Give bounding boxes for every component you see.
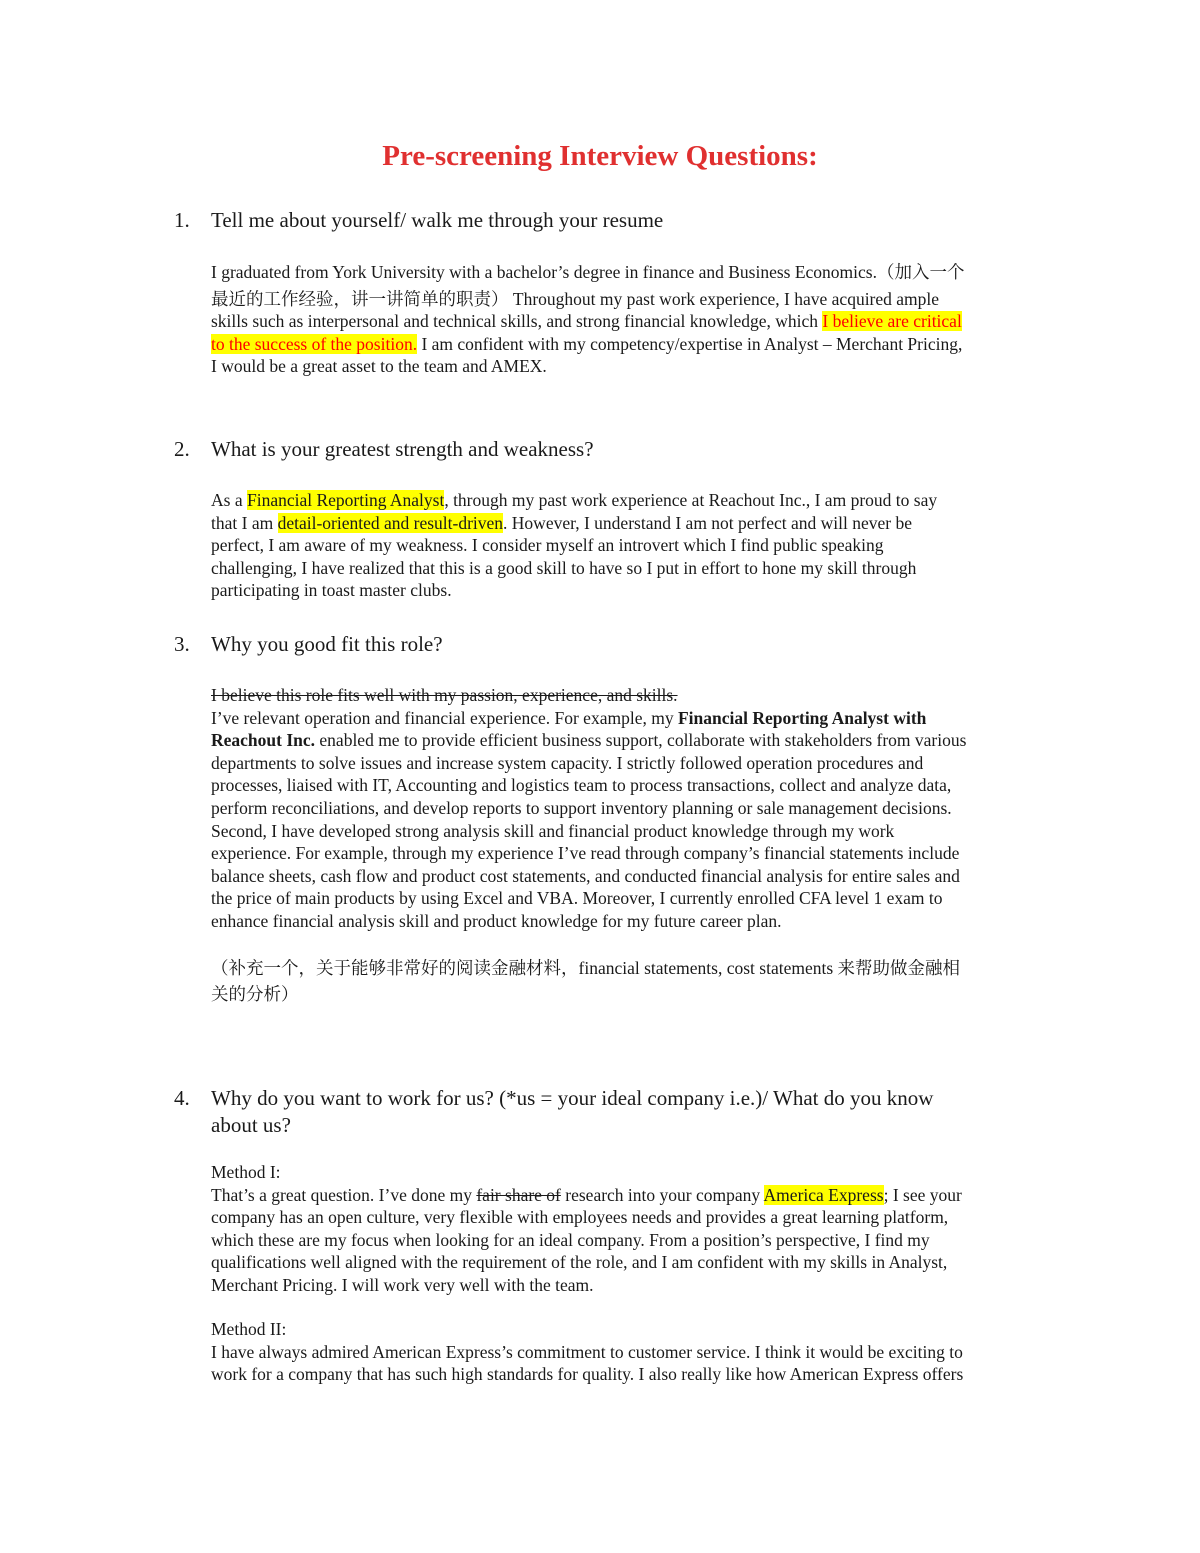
answer-line: balance sheets, cash flow and product cost statements, and conducted financial analysis for entire sales and — [211, 865, 960, 886]
answer-text: ; I see your — [883, 1184, 962, 1205]
answer-line: I would be a great asset to the team and AMEX. — [211, 356, 547, 377]
chinese-note-line: 关的分析） — [211, 984, 299, 1005]
question-number: 3. — [174, 632, 190, 656]
struck-text: fair share of — [476, 1184, 561, 1205]
answer-4-method-2 — [211, 1318, 1061, 1386]
highlighted-text: Financial Reporting Analyst — [246, 490, 445, 510]
answer-2 — [211, 489, 1061, 602]
question-3 — [174, 631, 1054, 658]
question-number: 2. — [174, 437, 190, 461]
answer-text: , through my past work experience at Reachout Inc., I am proud to say — [444, 490, 938, 510]
highlighted-text: America Express — [763, 1184, 884, 1205]
page-title: Pre-screening Interview Questions: — [382, 140, 818, 172]
answer-line — [211, 707, 1061, 730]
bold-text: Reachout Inc. — [211, 730, 316, 751]
answer-line: qualifications well aligned with the requirement of the role, and I am confident with my skills in Analyst, — [211, 1252, 948, 1273]
highlighted-text: detail-oriented and result-driven — [277, 512, 504, 533]
answer-text: enabled me to provide efficient business support, collaborate with stakeholders from various — [315, 730, 967, 751]
question-text-line: about us? — [211, 1113, 291, 1137]
answer-text: I’ve relevant operation and financial experience. For example, my — [211, 707, 678, 728]
question-2 — [174, 436, 1054, 463]
answer-1 — [211, 261, 1061, 378]
answer-line: I graduated from York University with a bachelor’s degree in finance and Business Economics.（加入一个 — [211, 262, 965, 282]
answer-line: Merchant Pricing. I will work very well with the team. — [211, 1274, 594, 1295]
answer-line: perform reconciliations, and develop reports to support inventory planning or sale management decisions. — [211, 797, 952, 818]
method-label: Method I: — [211, 1162, 281, 1182]
answer-line — [211, 310, 1061, 333]
answer-line: work for a company that has such high standards for quality. I also really like how American Express offers — [211, 1364, 964, 1385]
answer-text: that I am — [211, 512, 278, 533]
answer-line: processes, liaised with IT, Accounting and logistics team to process transactions, collect and analyze data, — [211, 775, 952, 796]
answer-line: company has an open culture, very flexible with employees needs and provides a great learning platform, — [211, 1207, 949, 1228]
answer-line — [211, 333, 1061, 356]
highlighted-text: to the success of the position. — [211, 333, 418, 354]
answer-line: which these are my focus when looking for an ideal company. From a position’s perspective, I find my — [211, 1229, 930, 1250]
answer-4-method-1 — [211, 1161, 1061, 1297]
answer-line: the price of main products by using Excel and VBA. Moreover, I currently enrolled CFA level 1 exam to — [211, 888, 943, 909]
question-4 — [174, 1085, 1054, 1139]
answer-line — [211, 1184, 1061, 1207]
highlighted-text: I believe are critical — [822, 311, 962, 332]
question-1 — [174, 207, 1054, 234]
answer-line: departments to solve issues and increase system capacity. I strictly followed operation procedures and — [211, 752, 924, 773]
struck-text: I believe this role fits well with my passion, experience, and skills. — [211, 685, 678, 705]
question-text: Tell me about yourself/ walk me through your resume — [211, 208, 664, 232]
answer-text: research into your company — [560, 1184, 764, 1205]
answer-text: I am confident with my competency/expertise in Analyst – Merchant Pricing, — [417, 333, 963, 354]
chinese-note-line: （补充一个，关于能够非常好的阅读金融材料，financial statements, cost statements 来帮助做金融相 — [211, 957, 961, 978]
question-number: 1. — [174, 208, 190, 232]
answer-3 — [211, 684, 1061, 1006]
answer-text: . However, I understand I am not perfect and will never be — [503, 512, 912, 533]
answer-line: Second, I have developed strong analysis skill and financial product knowledge through my work — [211, 820, 895, 841]
answer-text: skills such as interpersonal and technical skills, and strong financial knowledge, which — [211, 311, 819, 332]
question-text: What is your greatest strength and weakness? — [211, 437, 594, 461]
question-text: Why you good fit this role? — [211, 632, 443, 656]
answer-line: participating in toast master clubs. — [211, 580, 452, 601]
answer-line: challenging, I have realized that this is a good skill to have so I put in effort to hone my skill through — [211, 557, 917, 578]
answer-line — [211, 512, 1061, 535]
answer-text: As a — [211, 490, 247, 510]
answer-line: perfect, I am aware of my weakness. I consider myself an introvert which I find public speaking — [211, 535, 884, 556]
question-number: 4. — [174, 1086, 190, 1110]
answer-line — [211, 489, 1061, 512]
answer-line: enhance financial analysis skill and product knowledge for my future career plan. — [211, 910, 782, 931]
answer-line: experience. For example, through my experience I’ve read through company’s financial statements include — [211, 843, 960, 864]
bold-text: Financial Reporting Analyst with — [677, 707, 927, 728]
answer-line: I have always admired American Express’s commitment to customer service. I think it would be exciting to — [211, 1341, 963, 1362]
answer-text: That’s a great question. I’ve done my — [211, 1184, 477, 1205]
method-label: Method II: — [211, 1319, 287, 1339]
answer-line — [211, 729, 1061, 752]
answer-line: 最近的工作经验，讲一讲简单的职责） Throughout my past work experience, I have acquired ample — [211, 288, 940, 309]
question-text-line: Why do you want to work for us? (*us = your ideal company i.e.)/ What do you know — [211, 1086, 934, 1110]
